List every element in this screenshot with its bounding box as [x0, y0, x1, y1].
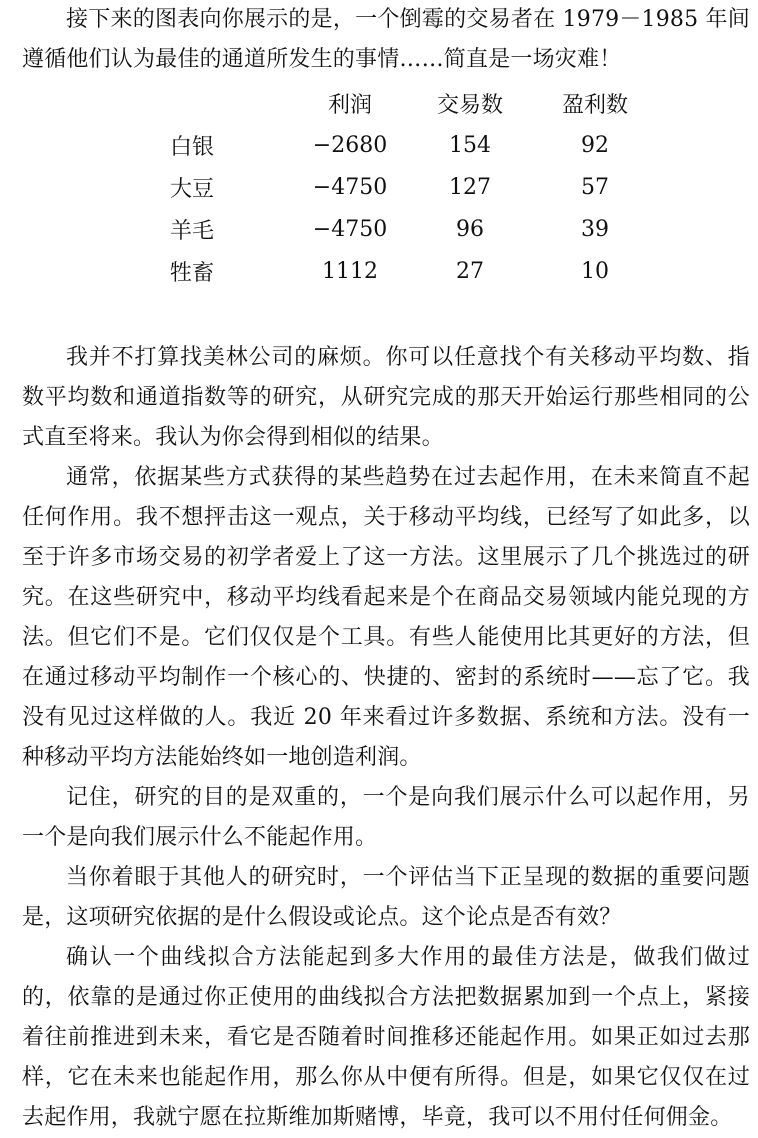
- cell-commodity: 白银: [170, 134, 215, 160]
- cell-wins: 39: [581, 216, 609, 242]
- table-header-row: [150, 82, 660, 124]
- body-paragraph: 记住，研究的目的是双重的，一个是向我们展示什么可以起作用，另一个是向我们展示什么不能起作用。: [22, 785, 750, 850]
- header-winning-trades: 盈利数: [561, 92, 628, 118]
- body-paragraph: 当你着眼于其他人的研究时，一个评估当下正呈现的数据的重要问题是，这项研究依据的是什么假设或论点。这个论点是否有效？: [22, 865, 750, 930]
- cell-profit: 1112: [322, 258, 378, 284]
- cell-profit: −4750: [312, 216, 388, 242]
- cell-trades: 127: [449, 174, 491, 200]
- cell-wins: 92: [581, 132, 609, 158]
- header-profit: 利润: [327, 92, 372, 118]
- cell-profit: −2680: [312, 132, 388, 158]
- cell-wins: 10: [581, 258, 609, 284]
- cell-profit: −4750: [312, 174, 388, 200]
- cell-trades: 96: [456, 216, 484, 242]
- cell-commodity: 羊毛: [170, 218, 215, 244]
- header-trades: 交易数: [436, 92, 503, 118]
- table-row: [150, 124, 660, 166]
- trading-results-table: [150, 82, 660, 292]
- table-row: [150, 250, 660, 292]
- intro-paragraph: 接下来的图表向你展示的是，一个倒霉的交易者在 1979－1985 年间遵循他们认为最佳的通道所发生的事情……简直是一场灾难！: [22, 7, 750, 72]
- cell-wins: 57: [581, 174, 609, 200]
- body-paragraph: 确认一个曲线拟合方法能起到多大作用的最佳方法是，做我们做过的，依靠的是通过你正使用的曲线拟合方法把数据累加到一个点上，紧接着往前推进到未来，看它是否随着时间推移还能起作用。如果正如过去那样，它在未来也能起作用，那么你从中便有所得。但是，如果它仅仅在过去起作用，我就宁愿在拉斯维加斯赌博，毕竟，我可以不用付任何佣金。: [22, 945, 750, 1130]
- body-paragraph: 通常，依据某些方式获得的某些趋势在过去起作用，在未来简直不起任何作用。我不想抨击这一观点，关于移动平均线，已经写了如此多，以至于许多市场交易的初学者爱上了这一方法。这里展示了几个挑选过的研究。在这些研究中，移动平均线看起来是个在商品交易领域内能兑现的方法。但它们不是。它们仅仅是个工具。有些人能使用比其更好的方法，但在通过移动平均制作一个核心的、快捷的、密封的系统时——忘了它。我没有见过这样做的人。我近 20 年来看过许多数据、系统和方法。没有一种移动平均方法能始终如一地创造利润。: [22, 465, 750, 770]
- cell-commodity: 牲畜: [170, 260, 215, 286]
- cell-trades: 154: [449, 132, 491, 158]
- cell-trades: 27: [456, 258, 484, 284]
- table-row: [150, 208, 660, 250]
- header-commodity: [150, 82, 290, 124]
- cell-commodity: 大豆: [170, 176, 215, 202]
- table-row: [150, 166, 660, 208]
- body-paragraph: 我并不打算找美林公司的麻烦。你可以任意找个有关移动平均数、指数平均数和通道指数等的研究，从研究完成的那天开始运行那些相同的公式直至将来。我认为你会得到相似的结果。: [22, 345, 750, 450]
